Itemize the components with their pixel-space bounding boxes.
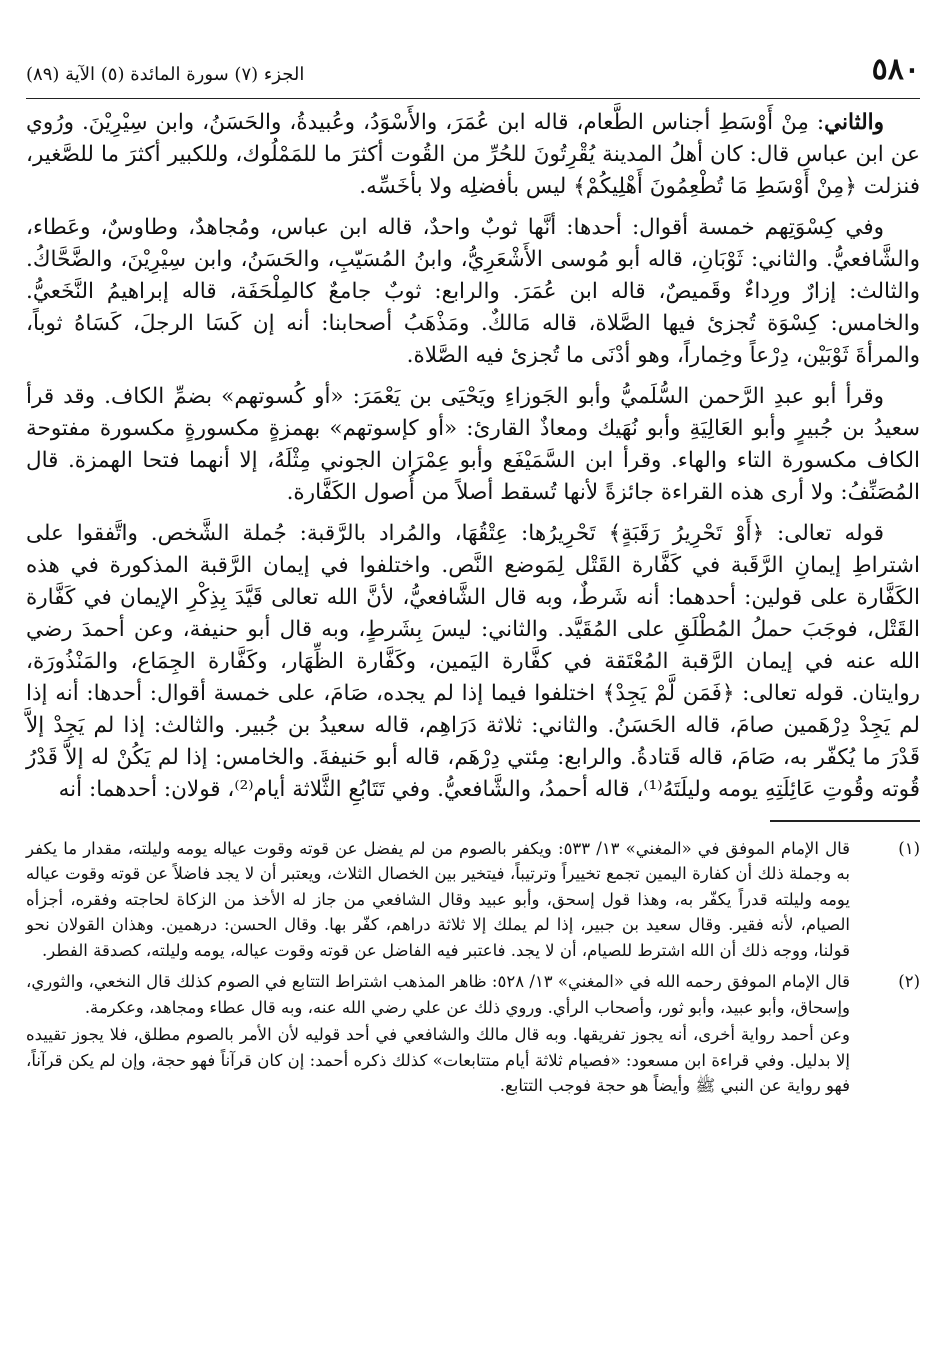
footnote-text: قال الإمام الموفق رحمه الله في «المغني» ١٣/ ٥٢٨: ظاهر المذهب اشتراط التتابع في الصوم كذلك قال النخعي، والثوري، وإسحاق، وأبو عبيد، وأبو ثور، وأصحاب الرأي. وروي ذلك عن علي رضي الله عنه، وبه قال عطاء ومجاهد، وعكرمة. bbox=[26, 972, 850, 1017]
paragraph-text: : مِنْ أَوْسَطِ أجناس الطَّعام، قاله ابن عُمَرَ، والأَسْوَدُ، وعُبيدةُ، والحَسَنُ، وابن سِيْرِيْنَ. ورُوي عن ابن عباس قال: كان أهلُ المدينة يُقْرِتُونَ للحُرِّ من القُوت أكثرَ ما للمَمْلُوك، وللكبير أكثرَ ما للصَّغير، فنزلت ﴿مِنْ أَوْسَطِ مَا تُطْعِمُونَ أَهْلِيكُمْ﴾ ليس بأفضلِه ولا بأخَسِّه. bbox=[26, 110, 920, 199]
footnote-number: (٢) bbox=[898, 972, 920, 991]
main-text bbox=[26, 107, 920, 806]
footnote-text: وعن أحمد رواية أخرى، أنه يجوز تفريقها. وبه قال مالك والشافعي في أحد قوليه لأن الأمر بالصوم مطلق، فلا يجوز تقييده إلا بدليل. وفي قراءة ابن مسعود: «فصيام ثلاثة أيام متتابعات» كذلك ذكره أحمد: إن كان قرآناً فهو حجة، وإن لم يكن قرآناً، فهو رواية عن النبي ﷺ وأيضاً هو حجة فوجب التتابع. bbox=[26, 1025, 850, 1095]
footnote bbox=[26, 969, 920, 1099]
footnote-text: قال الإمام الموفق في «المغني» ١٣/ ٥٣٣: ويكفر بالصوم من لم يفضل عن قوته وقوت عياله يومه وليلته، مقدار ما يكفر به وجملة ذلك أن كفارة اليمين تجمع تخييراً وترتيباً، فيتخير بين الخصال الثلاث، ويعتبر أن لا يجد فاضلاً عن قوته وقوت عياله يومه وليلته قدراً يكفّر به، وهذا قول إسحق، وأبو عبيد وقال الشافعي من جاز له الأخذ من الزكاة لحاجته وفقره، أجزأه الصيام، لأنه فقير. وقال سعيد بن جبير، إذا لم يملك إلا ثلاثة دراهم، كفّر بها. وقال الحسن: درهمين. وهذان القولان نحو قولنا، ووجه ذلك أن الله اشترط للصيام، أن لا يجد. فاعتبر فيه الفاضل عن قوته وقوت عياله، يومه وليلته، كصدقة الفطر. bbox=[26, 838, 850, 960]
paragraph: وفي كِسْوَتِهم خمسة أقوال: أحدها: أنَّها ثوبٌ واحدٌ، قاله ابن عباس، ومُجاهدٌ، وطاوسٌ، وعَطاء، والشَّافعيُّ. والثاني: ثَوْبَانِ، قاله أبو مُوسى الأَشْعَرِيُّ، وابنُ المُسَيّبِ، والحَسَنُ، وابن سِيْرِيْنَ، والضَّحَّاكُ. والثالث: إزارٌ ورِداءٌ وقَميصٌ، قاله ابن عُمَرَ. والرابع: ثوبٌ جامعٌ كالمِلْحَفَة، قاله إبراهيمُ النَّخَعيُّ. والخامس: كِسْوَة تُجزئ فيها الصَّلاة، قاله مَالكٌ. ومَذْهَبُ أصحابنا: أنه إن كَسَا الرجلَ، كَسَاهُ ثوباً، والمرأةَ ثَوْبَيْن، دِرْعاً وخِماراً، وهو أدْنَى ما تُجزئ فيه الصَّلاة. bbox=[26, 215, 920, 368]
page-number: ٥٨٠ bbox=[871, 52, 920, 87]
paragraph-lead: والثاني bbox=[824, 110, 884, 135]
paragraph: قوله تعالى: ﴿أَوْ تَحْرِيرُ رَقَبَةٍ﴾ تَحْرِيرُها: عِتْقُهَا، والمُراد بالرَّقبة: جُملة الشَّخص. واتَّفقوا على اشتراطِ إيمانِ الرَّقَبة في كَفَّارة القَتْل لِمَوضع النَّص. واختلفوا في إيمان الرَّقبة المذكورة في هذه الكَفَّارة على قولين: أحدهما: أنه شَرطٌ، وبه قال الشَّافعيُّ، لأنَّ الله تعالى قَيَّدَ بِذِكْرِ الإيمان في كَفَّارة القَتْل، فوجَبَ حملُ المُطْلَقِ على المُقَيَّد. والثاني: ليسَ بِشَرطٍ، وبه قال أبو حنيفة، وعن أحمدَ رضي الله عنه في إيمان الرَّقبة المُعْتَقة في كفَّارة اليَمين، وكَفَّارة الظِّهَار، وكَفَّارة الجِمَاع، والمَنْذُورَة، روايتان. قوله تعالى: ﴿فَمَن لَّمْ يَجِدْ﴾ اختلفوا فيما إذا لم يجده، صَامَ، على خمسة أقوال: أحدها: أنه إذا لم يَجِدْ دِرْهَمين صامَ، قاله الحَسَنُ. والثاني: ثلاثة دَرَاهِم، قاله سعيدُ بن جُبير. والثالث: إذا لم يَجِدْ إلاَّ قَدْرَ ما يُكفّر به، صَامَ، قاله قَتادةُ. والرابع: مِئتي دِرْهَم، قاله أبو حَنيفةَ. والخامس: إذا لم يَكُنْ له إلاَّ قَدْرُ قُوته وقُوتِ عَائِلَتِهِ يومه وليلَتَهُ⁽¹⁾، قاله أحمدُ، والشَّافعيُّ. وفي تَتَابُعِ الثَّلاثة أيام⁽²⁾، قولان: أحدهما: أنه bbox=[26, 521, 920, 802]
book-page bbox=[26, 52, 920, 1105]
footnote bbox=[26, 836, 920, 964]
running-head: الجزء (٧) سورة المائدة (٥) الآية (٨٩) bbox=[26, 64, 305, 85]
page-header bbox=[26, 52, 920, 99]
footnote-number: (١) bbox=[898, 838, 920, 858]
paragraph bbox=[26, 107, 920, 203]
paragraph: وقرأ أبو عبدِ الرَّحمن السُّلَميُّ وأبو الجَوزاءِ ويَحْيَى بن يَعْمَرَ: «أو كُسوتهم» بضمِّ الكاف. وقد قرأ سعيدُ بن جُبيرٍ وأبو العَالِيَةِ وأبو نُهَيك ومعاذٌ القارئ: «أو كإسوتهم» بهمزةٍ مكسورةٍ مكسورة مفتوحة الكاف مكسورة التاء والهاء. وقرأ ابن السَّمَيْفَع وأبو عِمْرَان الجوني مِثْلَهُ، إلا أنهما فتحا الهمزة. قال المُصَنِّفُ: ولا أرى هذه القراءة جائزةً لأنها تُسقط أصلاً من أُصول الكَفَّارة. bbox=[26, 384, 920, 505]
footnotes bbox=[26, 836, 920, 1099]
footnote-separator bbox=[770, 820, 920, 822]
